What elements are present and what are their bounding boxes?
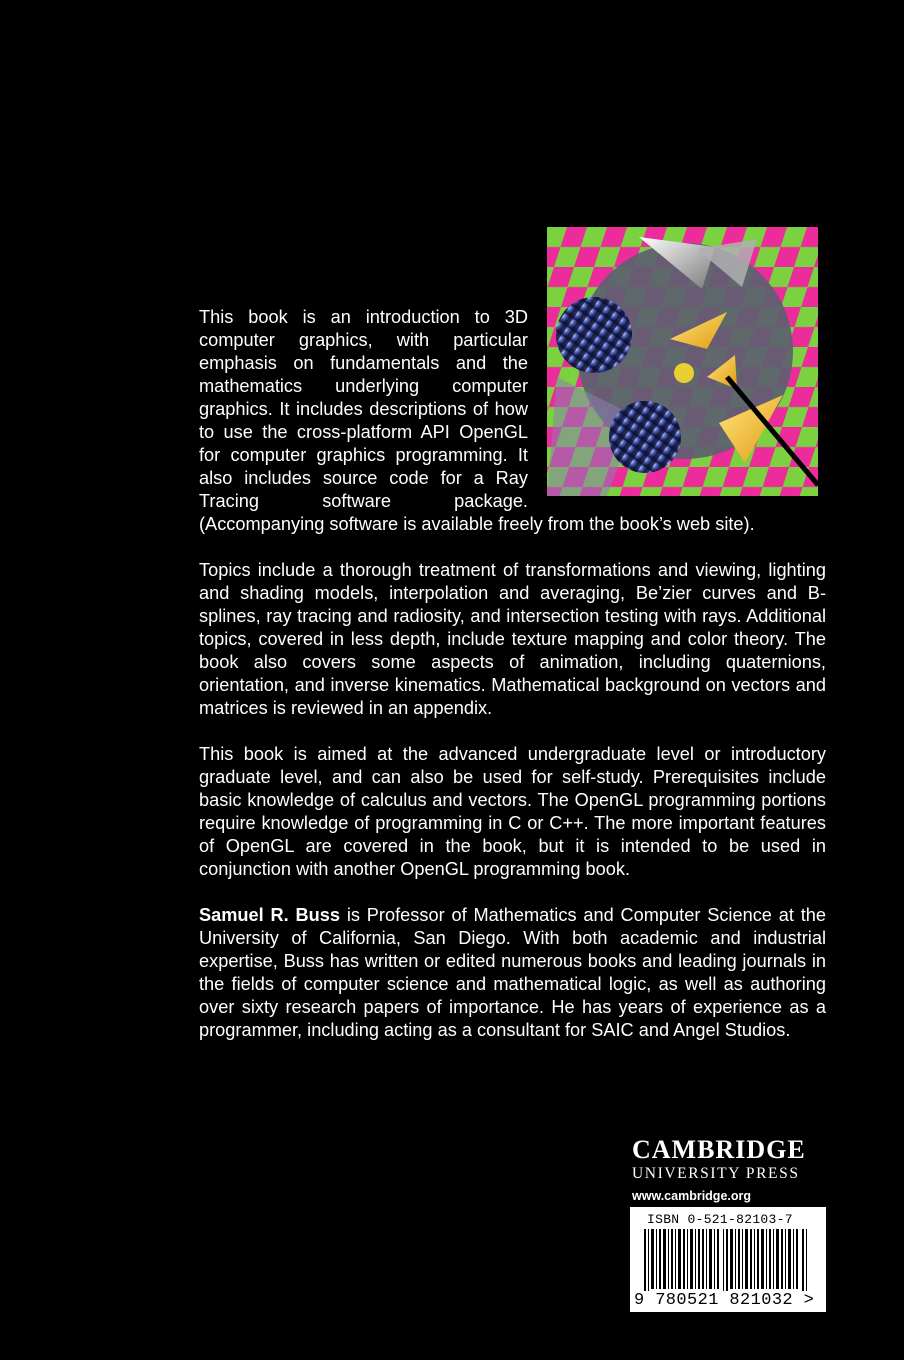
ean-digits: 9 780521 821032 > [634, 1291, 815, 1310]
author-bio [199, 904, 826, 1042]
publisher-url: www.cambridge.org [632, 1189, 752, 1203]
description-paragraph: This book is aimed at the advanced undergraduate level or introductory graduate level, and can also be used for self-study. Prerequisites include basic knowledge of calculus and vectors. The OpenGL programming portions require knowledge of programming in C or C++. The more important features of OpenGL are covered in the book, but it is intended to be used in conjunction with another OpenGL programming book. [199, 744, 826, 879]
description-paragraph: Topics include a thorough treatment of transformations and viewing, lighting and shading models, interpolation and averaging, Be’zier curves and B-splines, ray tracing and radiosity, and intersection testing with rays. Additional topics, covered in less depth, include texture mapping and color theory. The book also covers some aspects of animation, including quaternions, orientation, and inverse kinematics. Mathematical background on vectors and matrices is reviewed in an appendix. [199, 560, 826, 718]
author-name: Samuel R. Buss [199, 905, 341, 925]
image-wrap-spacer [528, 306, 826, 496]
publisher-subtitle: UNIVERSITY PRESS [632, 1165, 800, 1182]
publisher-logo [632, 1136, 822, 1203]
author-bio-text: is Professor of Mathematics and Computer Science at the University of California, San Diego. With both academic and industrial expertise, Buss has written or edited numerous books and leading journals in the fields of computer science and mathematical logic, as well as authoring over sixty research papers of importance. He has years of experience as a programmer, including acting as a consultant for SAIC and Angel Studios. [199, 905, 827, 1040]
description-paragraph: This book is an introduction to 3D computer graphics, with particular emphasis on fundamentals and the mathematics underlying computer graphics. It includes descriptions of how to use the cross-platform API OpenGL for computer graphics programming. It also includes source code for a Ray Tracing software package. (Accompanying software is available freely from the book’s web site). [199, 307, 755, 534]
back-cover-description [199, 306, 826, 1065]
barcode-bars [644, 1229, 812, 1297]
isbn-number: ISBN 0-521-82103-7 [647, 1212, 793, 1227]
publisher-name: CAMBRIDGE [632, 1135, 806, 1164]
isbn-barcode [630, 1207, 826, 1312]
